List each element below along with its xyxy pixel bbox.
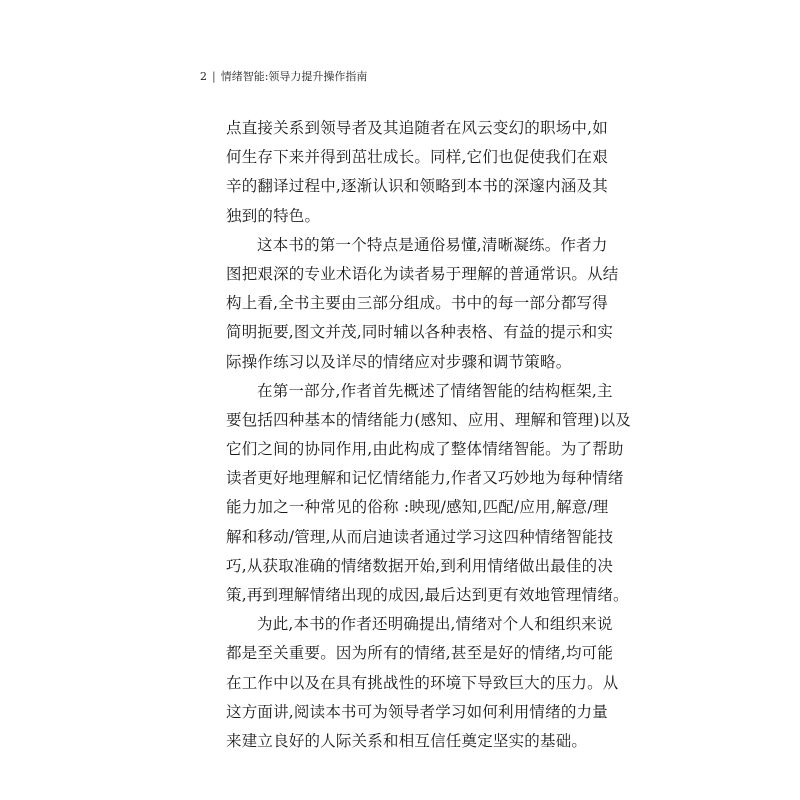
text-line: 独到的特色。 xyxy=(226,206,321,225)
text-line: 点直接关系到领导者及其追随者在风云变幻的职场中,如 xyxy=(226,119,608,137)
text-line: 何生存下来并得到茁壮成长。同样,它们也促使我们在艰 xyxy=(226,148,608,167)
paragraph xyxy=(226,377,631,611)
text-line: 策,再到理解情绪出现的成因,最后达到更有效地管理情绪。 xyxy=(226,586,629,604)
page-number: 2 xyxy=(200,70,207,83)
text-line: 构上看,全书主要由三部分组成。书中的每一部分都写得 xyxy=(226,294,608,313)
header-separator: | xyxy=(212,70,216,83)
running-header xyxy=(200,70,367,84)
text-line: 这方面讲,阅读本书可为领导者学习如何利用情绪的力量 xyxy=(226,702,608,721)
text-line: 读者更好地理解和记忆情绪能力,作者又巧妙地为每种情绪 xyxy=(226,469,624,488)
text-line: 它们之间的协同作用,由此构成了整体情绪智能。为了帮助 xyxy=(226,440,624,459)
text-line: 解和移动/管理,从而启迪读者通过学习这四种情绪智能技 xyxy=(226,527,614,546)
paragraph xyxy=(226,231,619,377)
text-line: 来建立良好的人际关系和相互信任奠定坚实的基础。 xyxy=(226,731,588,750)
text-line: 要包括四种基本的情绪能力(感知、应用、理解和管理)以及 xyxy=(226,410,631,429)
text-line: 际操作练习以及详尽的情绪应对步骤和调节策略。 xyxy=(226,352,572,371)
paragraph xyxy=(226,114,608,231)
text-line: 图把艰深的专业术语化为读者易于理解的普通常识。从结 xyxy=(226,264,619,283)
text-line: 为此,本书的作者还明确提出,情绪对个人和组织来说 xyxy=(257,615,613,634)
text-line: 都是至关重要。因为所有的情绪,甚至是好的情绪,均可能 xyxy=(226,644,614,663)
body-text xyxy=(226,114,631,756)
text-line: 这本书的第一个特点是通俗易懂,清晰凝练。作者力 xyxy=(257,235,608,254)
text-line: 在第一部分,作者首先概述了情绪智能的结构框架,主 xyxy=(257,381,613,400)
text-line: 巧,从获取准确的情绪数据开始,到利用情绪做出最佳的决 xyxy=(226,556,614,575)
text-line: 在工作中以及在具有挑战性的环境下导致巨大的压力。从 xyxy=(226,673,619,692)
text-line: 简明扼要,图文并茂,同时辅以各种表格、有益的提示和实 xyxy=(226,323,614,342)
text-line: 能力加之一种常见的俗称 :映现/感知,匹配/应用,解意/理 xyxy=(226,498,609,517)
text-line: 辛的翻译过程中,逐渐认识和领略到本书的深邃内涵及其 xyxy=(226,177,608,196)
paragraph xyxy=(226,610,619,756)
book-title: 情绪智能:领导力提升操作指南 xyxy=(220,70,368,83)
